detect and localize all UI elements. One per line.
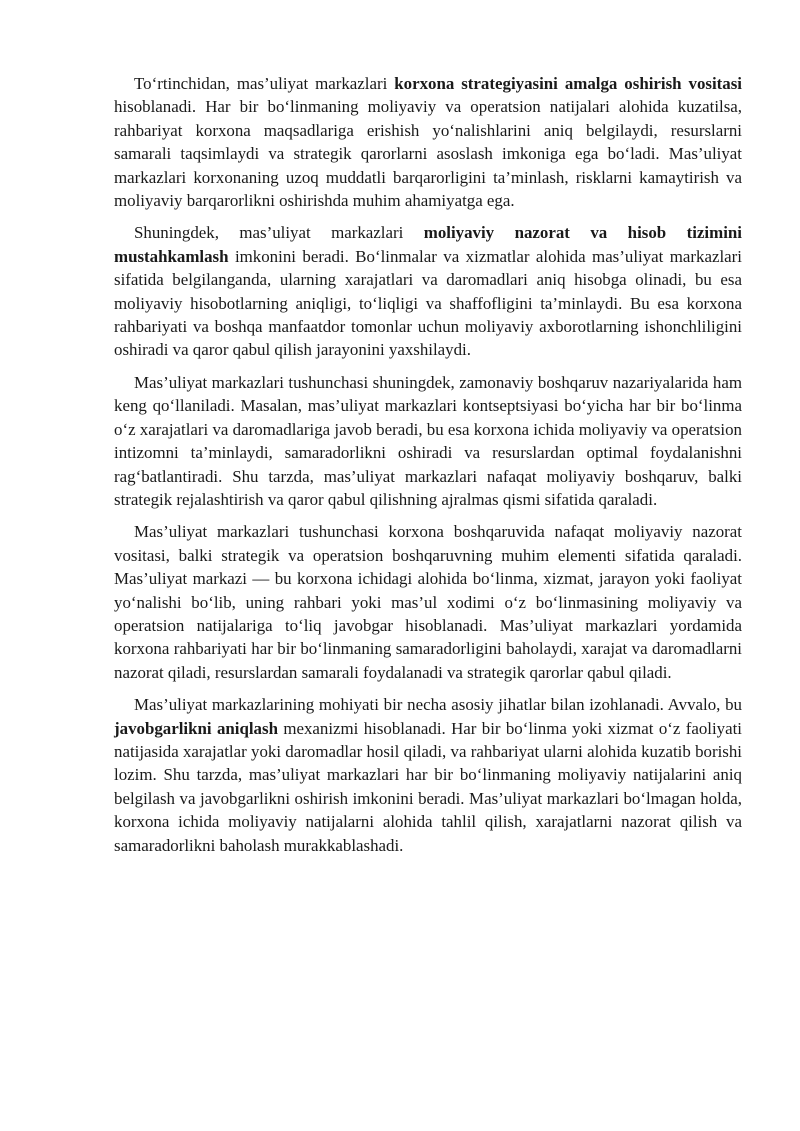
paragraph-5	[114, 693, 742, 857]
paragraph-5-emphasis: javobgarlikni aniqlash	[114, 718, 278, 738]
paragraph-4-text: Mas’uliyat markazlari tushunchasi korxona boshqaruvida nafaqat moliyaviy nazorat vositasi, balki strategik va operatsion boshqaruvning muhim elementi sifatida qaraladi. Mas’uliyat markazi — bu korxona ichidagi alohida bo‘linma, xizmat, jarayon yoki faoliyat yo‘nalishi bo‘lib, uning rahbari yoki mas’ul xodimi o‘z bo‘linmasining moliyaviy va operatsion natijalariga to‘liq javobgar hisoblanadi. Mas’uliyat markazlari yordamida korxona rahbariyati har bir bo‘linmaning samaradorligini baholaydi, xarajat va daromadlarni nazorat qiladi, resurslardan samarali foydalanadi va strategik qarorlar qabul qiladi.	[114, 522, 742, 682]
paragraph-2-text: imkonini beradi. Bo‘linmalar va xizmatlar alohida mas’uliyat markazlari sifatida belgilanganda, ularning xarajatlari va daromadlari aniq hisobga olinadi, bu esa moliyaviy hisobotlarning aniqligi, to‘liqligi va shaffofligini ta’minlaydi. Bu esa korxona rahbariyati va boshqa manfaatdor tomonlar uchun moliyaviy axborotlarning ishonchliligini oshiradi va qaror qabul qilish jarayonini yaxshilaydi.	[114, 246, 742, 360]
paragraph-1-emphasis: korxona strategiyasini amalga oshirish vositasi	[394, 74, 742, 93]
paragraph-4	[114, 520, 742, 684]
paragraph-2	[114, 221, 742, 361]
paragraph-5-text: mexanizmi hisoblanadi. Har bir bo‘linma yoki xizmat o‘z faoliyati natijasida xarajatlar yoki daromadlar hosil qiladi, va rahbariyat ularni alohida kuzatib borishi lozim. Shu tarzda, mas’uliyat markazlari har bir bo‘linmaning moliyaviy natijalarini aniq belgilash va javobgarlikni oshirish imkonini beradi. Mas’uliyat markazlari bo‘lmagan holda, korxona ichida moliyaviy natijalarni alohida tahlil qilish, xarajatlarni nazorat qilish va samaradorlikni baholash murakkablashadi.	[114, 718, 742, 855]
paragraph-1	[114, 72, 742, 212]
paragraph-3-text: Mas’uliyat markazlari tushunchasi shuningdek, zamonaviy boshqaruv nazariyalarida ham keng qo‘llaniladi. Masalan, mas’uliyat markazlari kontseptsiyasi bo‘yicha har bir bo‘linma o‘z xarajatlari va daromadlariga javob beradi, bu esa korxona ichida moliyaviy va operatsion intizomni ta’minlaydi, samaradorlikni oshiradi va resurslardan optimal foydalanishni rag‘batlantiradi. Shu tarzda, mas’uliyat markazlari nafaqat moliyaviy boshqaruv, balki strategik rejalashtirish va qaror qabul qilishning ajralmas qismi sifatida qaraladi.	[114, 372, 742, 509]
paragraph-1-text: To‘rtinchidan, mas’uliyat markazlari	[134, 74, 395, 93]
document-page	[114, 72, 742, 866]
paragraph-1-text: hisoblanadi. Har bir bo‘linmaning moliyaviy va operatsion natijalari alohida kuzatilsa, rahbariyat korxona maqsadlariga erishish yo‘nalishlarini aniq belgilaydi, resurslarni samarali taqsimlaydi va strategik qarorlarni asoslash imkoniga ega bo‘ladi. Mas’uliyat markazlari korxonaning uzoq muddatli barqarorligini ta’minlash, risklarni kamaytirish va moliyaviy barqarorlikni oshirishda muhim ahamiyatga ega.	[114, 97, 742, 211]
paragraph-5-text: Mas’uliyat markazlarining mohiyati bir necha asosiy jihatlar bilan izohlanadi. Avvalo, bu	[134, 695, 742, 715]
paragraph-2-emphasis: moliyaviy nazorat va hisob tizimini mustahkamlash	[114, 223, 742, 266]
paragraph-2-text: Shuningdek, mas’uliyat markazlari	[134, 223, 424, 243]
paragraph-3	[114, 371, 742, 511]
